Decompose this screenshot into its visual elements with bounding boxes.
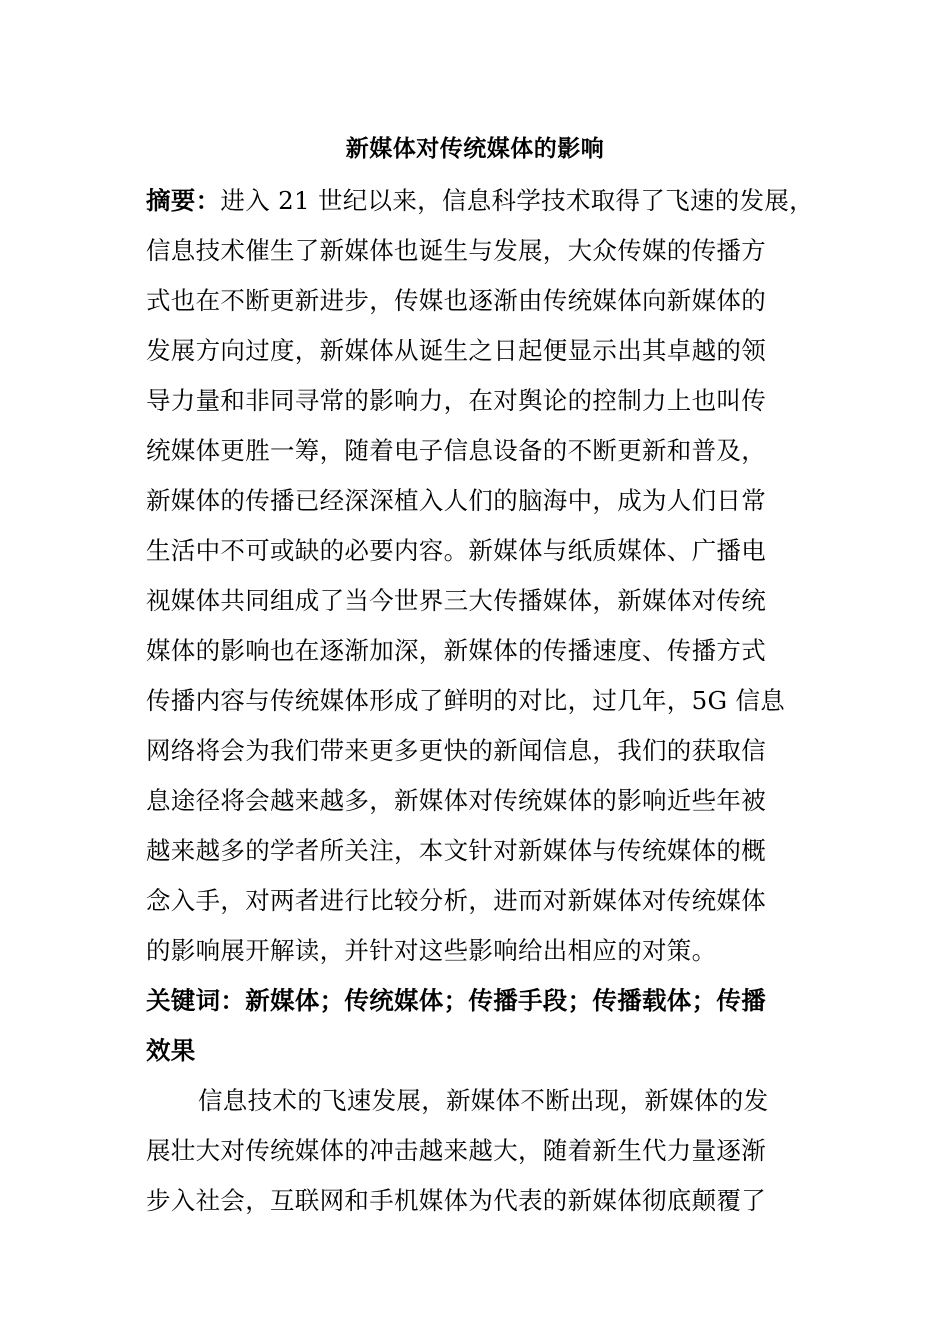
keywords-line: 效果 — [146, 1036, 196, 1065]
body-line: 展壮大对传统媒体的冲击越来越大，随着新生代力量逐渐 — [146, 1136, 766, 1165]
abstract-line: 式也在不断更新进步，传媒也逐渐由传统媒体向新媒体的 — [146, 286, 766, 315]
abstract-label: 摘要： — [146, 186, 221, 215]
abstract-line: 新媒体的传播已经深深植入人们的脑海中，成为人们日常 — [146, 486, 766, 515]
abstract-line: 生活中不可或缺的必要内容。新媒体与纸质媒体、广播电 — [146, 536, 766, 565]
document-title: 新媒体对传统媒体的影响 — [345, 136, 605, 162]
abstract-line: 越来越多的学者所关注，本文针对新媒体与传统媒体的概 — [146, 836, 766, 865]
abstract-line: 统媒体更胜一筹，随着电子信息设备的不断更新和普及， — [146, 436, 766, 465]
abstract-line: 视媒体共同组成了当今世界三大传播媒体，新媒体对传统 — [146, 586, 766, 615]
body-line: 步入社会，互联网和手机媒体为代表的新媒体彻底颠覆了 — [146, 1186, 766, 1215]
keywords-line: 关键词：新媒体；传统媒体；传播手段；传播载体；传播 — [146, 986, 766, 1015]
abstract-line: 媒体的影响也在逐渐加深，新媒体的传播速度、传播方式 — [146, 636, 766, 665]
abstract-line: 息途径将会越来越多，新媒体对传统媒体的影响近些年被 — [146, 786, 766, 815]
abstract-line: 网络将会为我们带来更多更快的新闻信息，我们的获取信 — [146, 736, 766, 765]
abstract-line: 的影响展开解读，并针对这些影响给出相应的对策。 — [146, 936, 717, 965]
abstract-text: 进入 21 世纪以来，信息科学技术取得了飞速的发展， — [220, 186, 814, 215]
abstract-line: 导力量和非同寻常的影响力，在对舆论的控制力上也叫传 — [146, 386, 766, 415]
abstract-line: 信息技术催生了新媒体也诞生与发展，大众传媒的传播方 — [146, 236, 766, 265]
abstract-line — [146, 183, 816, 219]
abstract-line: 传播内容与传统媒体形成了鲜明的对比，过几年，5G 信息 — [146, 686, 786, 715]
body-line: 信息技术的飞速发展，新媒体不断出现，新媒体的发 — [198, 1086, 769, 1115]
abstract-line: 念入手，对两者进行比较分析，进而对新媒体对传统媒体 — [146, 886, 766, 915]
abstract-line: 发展方向过度，新媒体从诞生之日起便显示出其卓越的领 — [146, 336, 766, 365]
